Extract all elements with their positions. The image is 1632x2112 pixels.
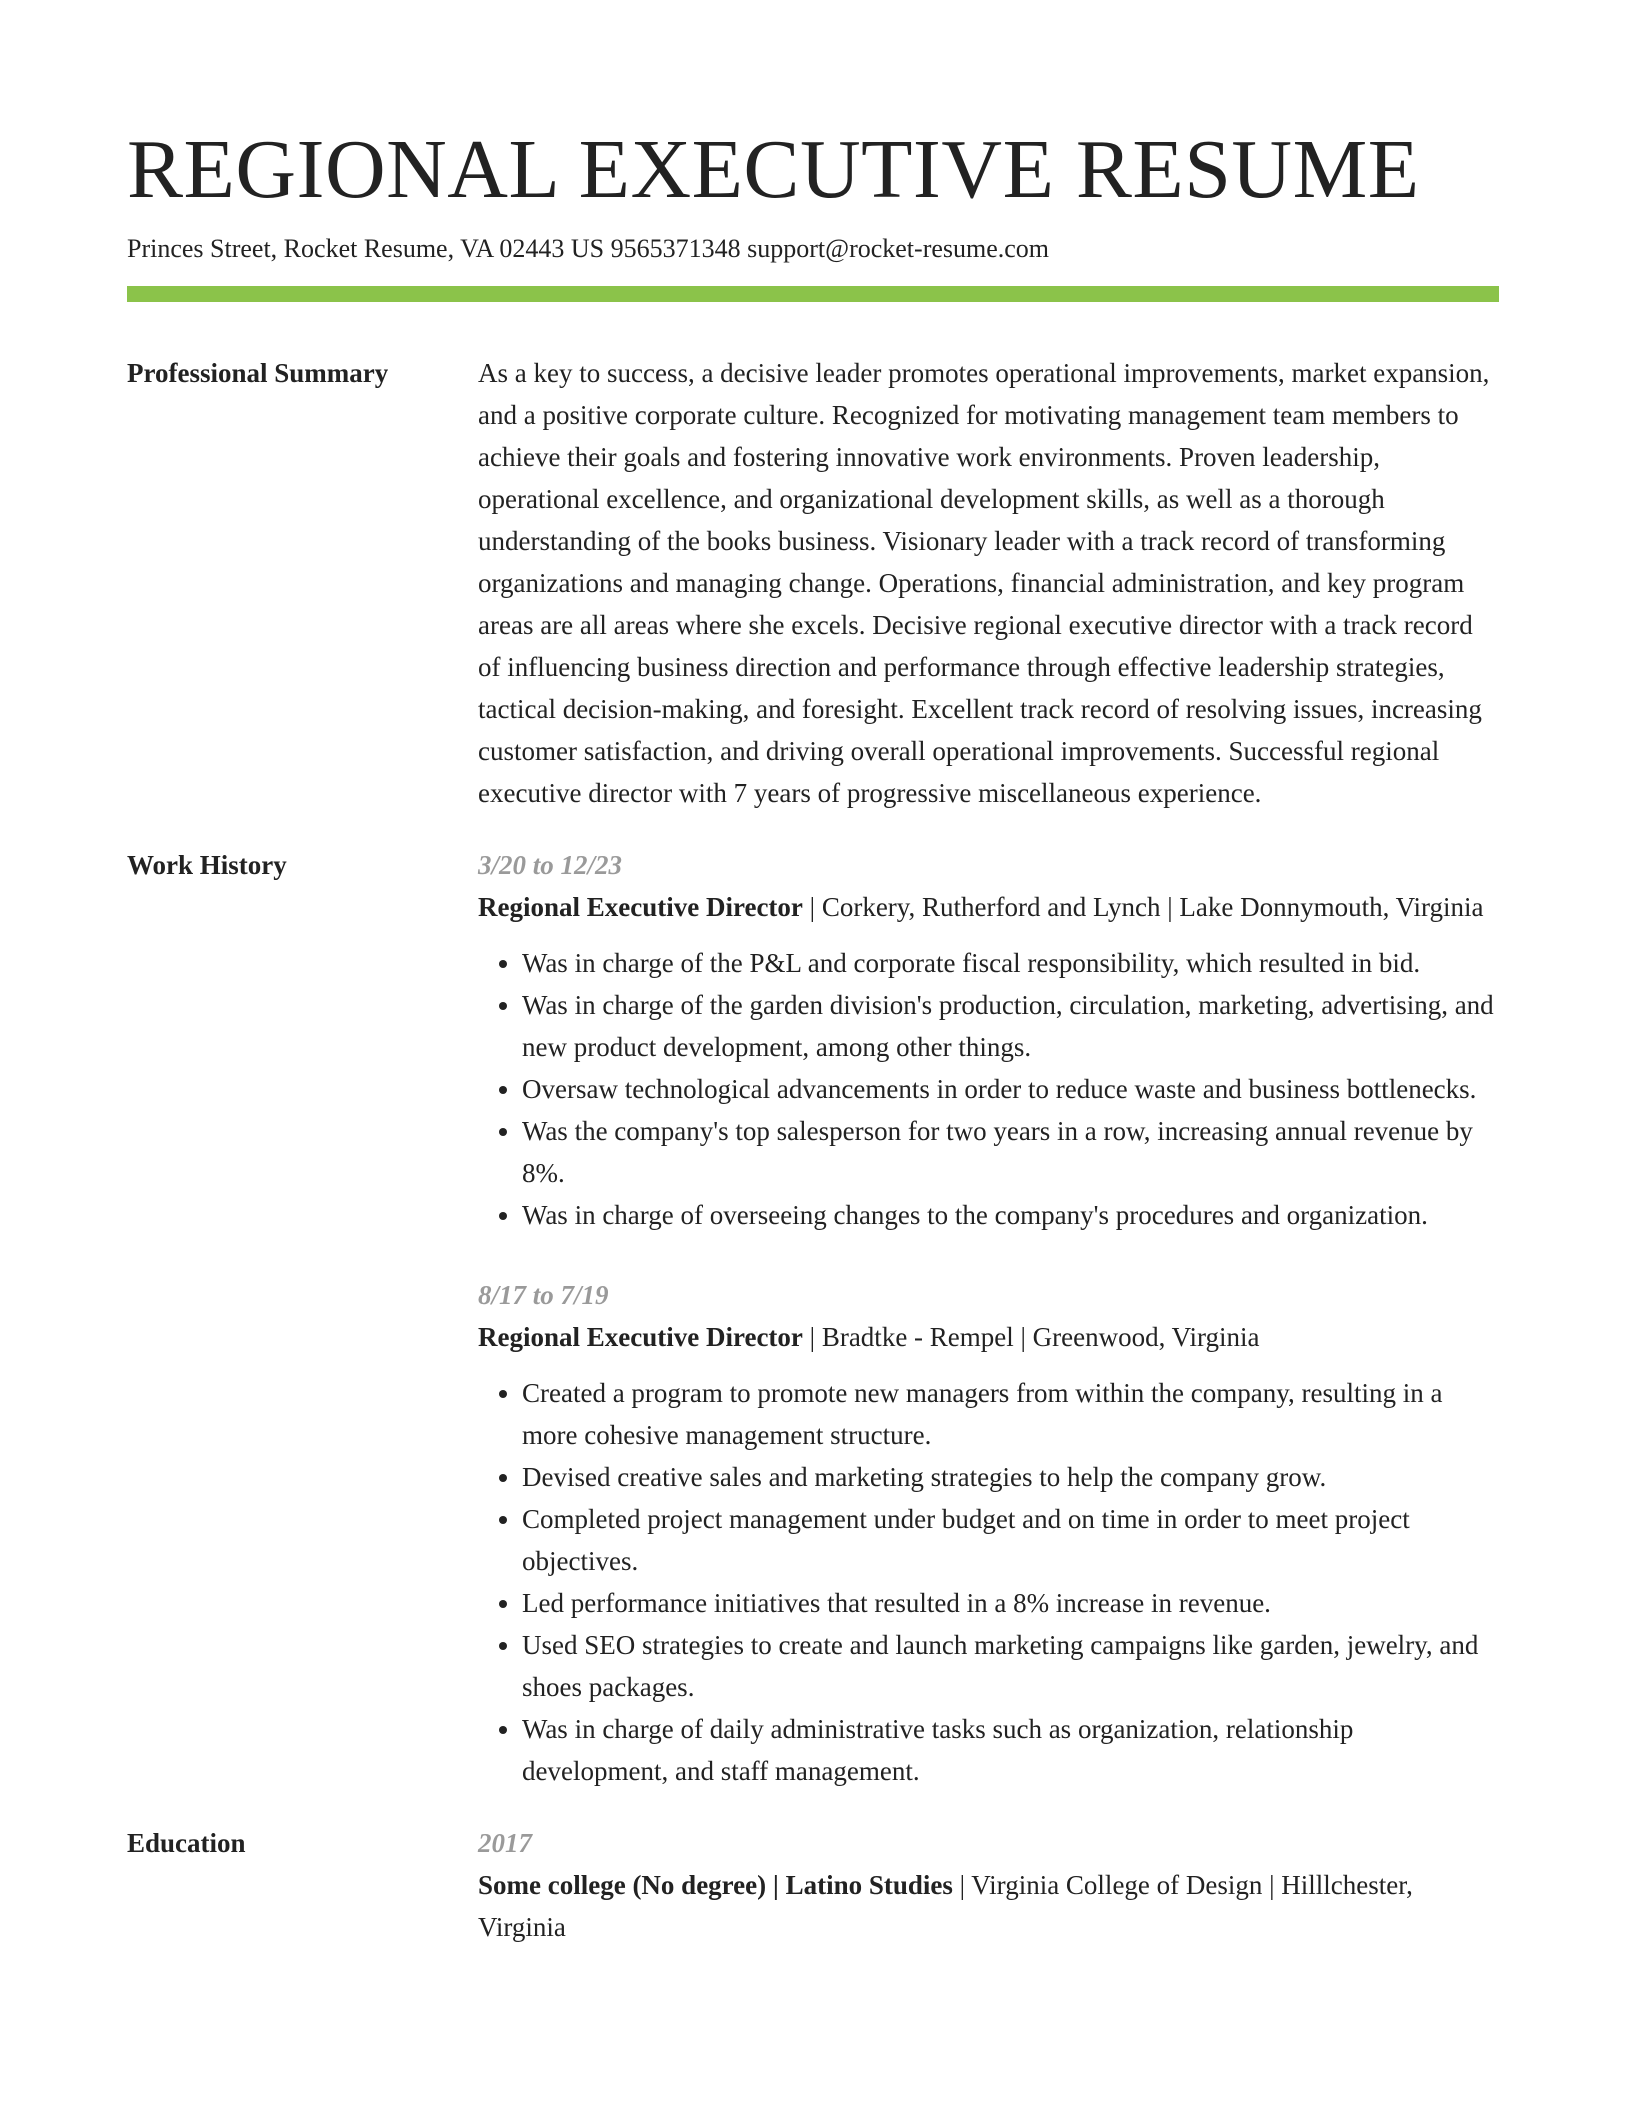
job-bullets xyxy=(478,942,1499,1236)
list-item: • Led performance initiatives that resulted in a 8% increase in revenue. xyxy=(522,1582,1499,1624)
list-item: • Was in charge of the P&L and corporate fiscal responsibility, which resulted in bid. xyxy=(522,942,1499,984)
list-item: • Devised creative sales and marketing strategies to help the company grow. xyxy=(522,1456,1499,1498)
summary-heading: Professional Summary xyxy=(127,358,389,388)
job-role: Regional Executive Director xyxy=(478,1322,803,1352)
education-section xyxy=(127,1822,1499,1948)
job-title-line xyxy=(478,886,1499,928)
list-item: • Was in charge of the garden division's production, circulation, marketing, advertising, and new product development, among other things. xyxy=(522,984,1499,1068)
list-item: • Completed project management under budget and on time in order to meet project objectives. xyxy=(522,1498,1499,1582)
summary-text: As a key to success, a decisive leader promotes operational improvements, market expansion, and a positive corporate culture. Recognized for motivating management team members to achieve their goals and fostering innovative work environments. Proven leadership, operational excellence, and organizational development skills, as well as a thorough understanding of the books business. Visionary leader with a track record of transforming organizations and managing change. Operations, financial administration, and key program areas are all areas where she excels. Decisive regional executive director with a track record of influencing business direction and performance through effective leadership strategies, tactical decision-making, and foresight. Excellent track record of resolving issues, increasing customer satisfaction, and driving overall operational improvements. Successful regional executive director with 7 years of progressive miscellaneous experience. xyxy=(478,358,1490,808)
job-entry xyxy=(478,1274,1499,1792)
job-bullets xyxy=(478,1372,1499,1792)
job-title-line xyxy=(478,1316,1499,1358)
resume-title: REGIONAL EXECUTIVE RESUME xyxy=(127,123,1420,216)
accent-divider xyxy=(127,286,1499,302)
work-history-heading: Work History xyxy=(127,850,287,880)
job-details: | Bradtke - Rempel | Greenwood, Virginia xyxy=(802,1322,1260,1352)
job-role: Regional Executive Director xyxy=(478,892,803,922)
summary-body xyxy=(478,352,1499,814)
list-item: • Used SEO strategies to create and launch marketing campaigns like garden, jewelry, and shoes packages. xyxy=(522,1624,1499,1708)
job-date: 8/17 to 7/19 xyxy=(478,1280,609,1310)
list-item: • Created a program to promote new managers from within the company, resulting in a more cohesive management structure. xyxy=(522,1372,1499,1456)
job-details: | Corkery, Rutherford and Lynch | Lake Donnymouth, Virginia xyxy=(802,892,1484,922)
education-date: 2017 xyxy=(478,1828,532,1858)
list-item: • Was the company's top salesperson for two years in a row, increasing annual revenue by 8%. xyxy=(522,1110,1499,1194)
job-entry xyxy=(478,844,1499,1236)
education-heading: Education xyxy=(127,1828,246,1858)
list-item: • Oversaw technological advancements in order to reduce waste and business bottlenecks. xyxy=(522,1068,1499,1110)
education-body xyxy=(478,1822,1499,1948)
work-history-body xyxy=(478,844,1499,1792)
education-degree: Some college (No degree) | Latino Studies xyxy=(478,1870,953,1900)
contact-line: Princes Street, Rocket Resume, VA 02443 US 9565371348 support@rocket-resume.com xyxy=(127,234,1050,263)
job-date: 3/20 to 12/23 xyxy=(478,850,623,880)
education-line xyxy=(478,1864,1499,1948)
summary-section xyxy=(127,352,1499,814)
list-item: • Was in charge of overseeing changes to the company's procedures and organization. xyxy=(522,1194,1499,1236)
work-history-section xyxy=(127,844,1499,1792)
resume-page xyxy=(127,120,1499,1948)
list-item: • Was in charge of daily administrative tasks such as organization, relationship development, and staff management. xyxy=(522,1708,1499,1792)
education-details: | Virginia College of Design | Hilllchester, Virginia xyxy=(478,1870,1413,1942)
